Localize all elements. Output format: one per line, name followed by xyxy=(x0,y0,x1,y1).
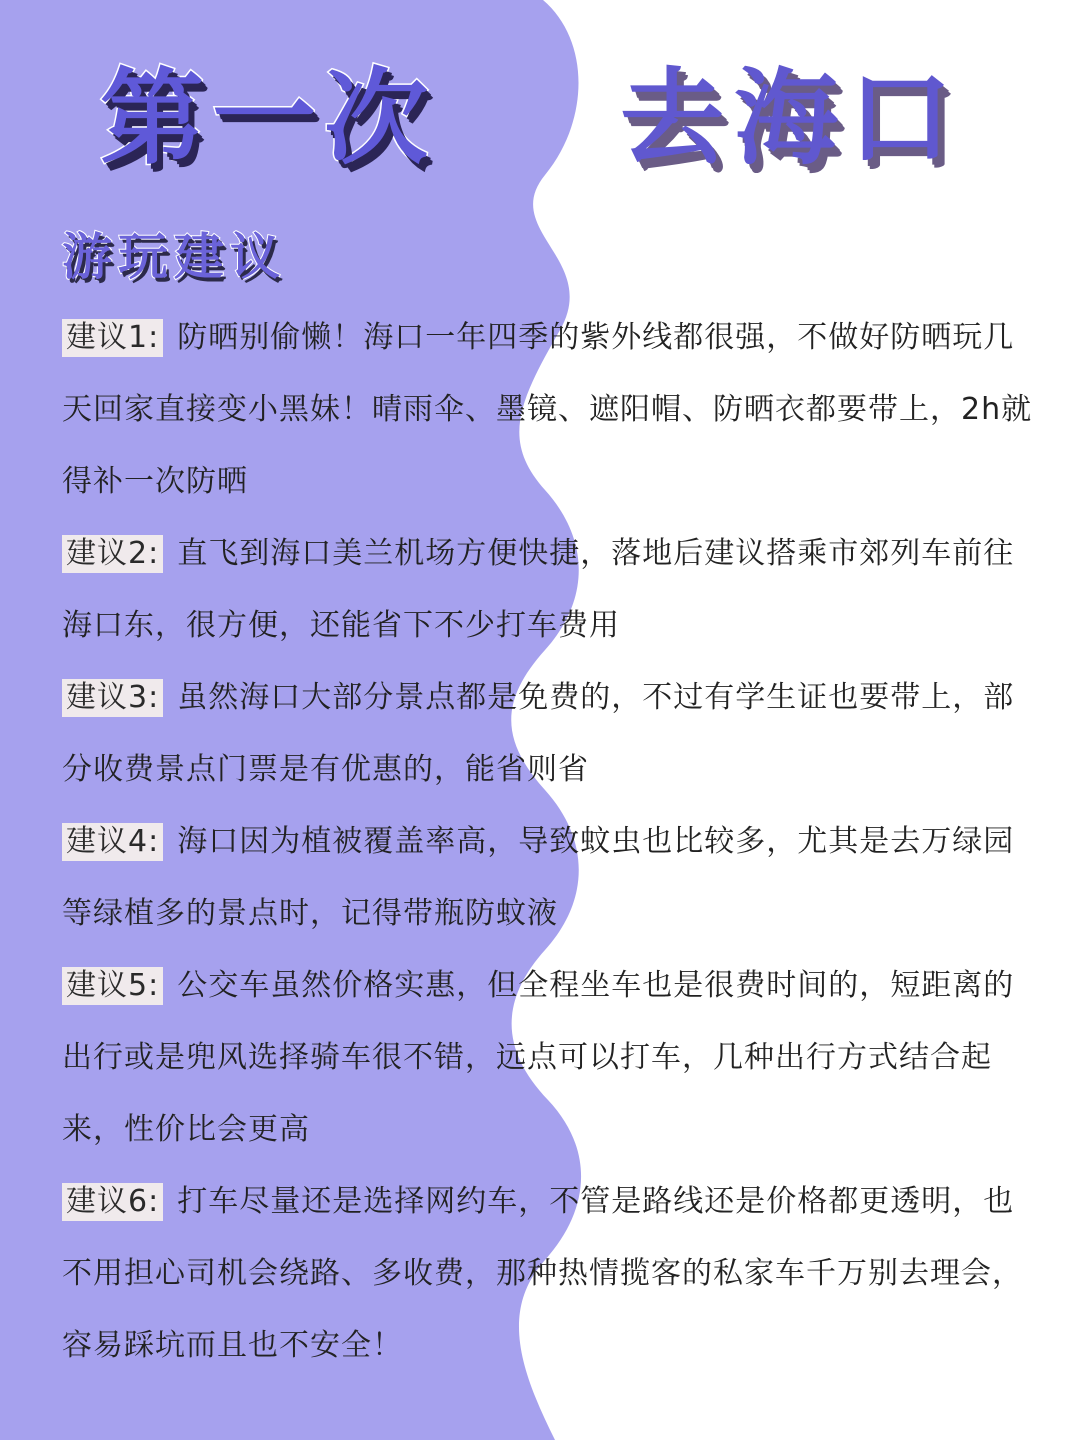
tip-item-5 xyxy=(62,950,1042,1166)
tip-text: 公交车虽然价格实惠，但全程坐车也是很费时间的，短距离的出行或是兜风选择骑车很不错，远点可以打车，几种出行方式结合起来，性价比会更高 xyxy=(62,968,1015,1147)
tip-label: 建议2: xyxy=(62,535,163,573)
tip-label: 建议1: xyxy=(62,319,163,357)
tip-label: 建议3: xyxy=(62,679,163,717)
title-first-time: 第一次 xyxy=(100,57,437,179)
tip-label: 建议4: xyxy=(62,823,163,861)
tip-item-6 xyxy=(62,1166,1042,1382)
tip-text: 防晒别偷懒！海口一年四季的紫外线都很强，不做好防晒玩几天回家直接变小黑妹！晴雨伞、墨镜、遮阳帽、防晒衣都要带上，2h就得补一次防晒 xyxy=(62,320,1033,499)
tip-label: 建议5: xyxy=(62,967,163,1005)
tip-text: 打车尽量还是选择网约车，不管是路线还是价格都更透明，也不用担心司机会绕路、多收费，那种热情揽客的私家车千万别去理会，容易踩坑而且也不安全！ xyxy=(62,1184,1023,1363)
section-heading-travel-tips: 游玩建议 xyxy=(62,228,286,286)
tip-item-3 xyxy=(62,662,1042,806)
tip-text: 海口因为植被覆盖率高，导致蚊虫也比较多，尤其是去万绿园等绿植多的景点时，记得带瓶防蚊液 xyxy=(62,824,1015,931)
tip-item-1 xyxy=(62,302,1042,518)
tip-item-4 xyxy=(62,806,1042,950)
tip-label: 建议6: xyxy=(62,1183,163,1221)
tip-text: 虽然海口大部分景点都是免费的，不过有学生证也要带上，部分收费景点门票是有优惠的，能省则省 xyxy=(62,680,1015,787)
title-go-to-haikou: 去海口 xyxy=(620,57,963,179)
tips-list xyxy=(62,302,1042,1382)
tip-text: 直飞到海口美兰机场方便快捷，落地后建议搭乘市郊列车前往海口东，很方便，还能省下不少打车费用 xyxy=(62,536,1015,643)
tip-item-2 xyxy=(62,518,1042,662)
